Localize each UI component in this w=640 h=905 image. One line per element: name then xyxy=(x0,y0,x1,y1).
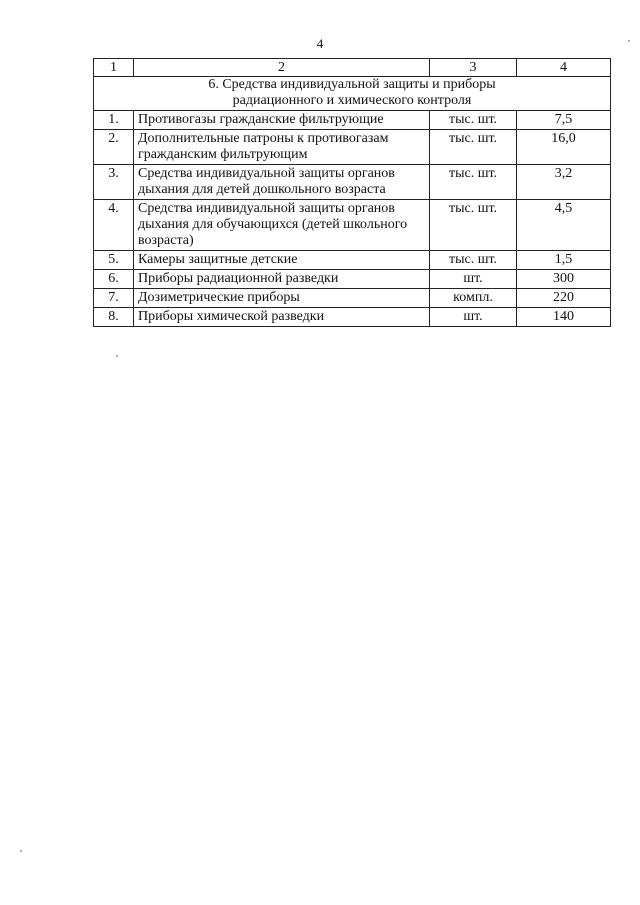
item-unit: шт. xyxy=(430,270,517,289)
table-row xyxy=(94,200,611,251)
item-quantity: 4,5 xyxy=(517,200,611,251)
column-header: 2 xyxy=(134,59,430,77)
column-header: 4 xyxy=(517,59,611,77)
item-name: Приборы химической разведки xyxy=(134,308,430,327)
table-row xyxy=(94,111,611,130)
item-unit: шт. xyxy=(430,308,517,327)
item-name: Дополнительные патроны к противогазам гражданским фильтрующим xyxy=(134,130,430,165)
row-number: 6. xyxy=(94,270,134,289)
row-number: 3. xyxy=(94,165,134,200)
item-quantity: 140 xyxy=(517,308,611,327)
column-header: 1 xyxy=(94,59,134,77)
item-unit: тыс. шт. xyxy=(430,251,517,270)
page-number: 4 xyxy=(316,36,324,51)
item-name: Приборы радиационной разведки xyxy=(134,270,430,289)
item-quantity: 300 xyxy=(517,270,611,289)
section-title xyxy=(94,77,611,111)
row-number: 1. xyxy=(94,111,134,130)
row-number: 5. xyxy=(94,251,134,270)
row-number: 7. xyxy=(94,289,134,308)
scan-speck xyxy=(116,355,118,357)
equipment-table xyxy=(93,58,611,327)
table-row xyxy=(94,270,611,289)
item-unit: тыс. шт. xyxy=(430,165,517,200)
item-unit: тыс. шт. xyxy=(430,111,517,130)
item-quantity: 1,5 xyxy=(517,251,611,270)
item-quantity: 220 xyxy=(517,289,611,308)
row-number: 2. xyxy=(94,130,134,165)
item-name: Камеры защитные детские xyxy=(134,251,430,270)
item-unit: тыс. шт. xyxy=(430,130,517,165)
section-title-line: 6. Средства индивидуальной защиты и приборы xyxy=(208,77,496,92)
item-name: Средства индивидуальной защиты органов дыхания для обучающихся (детей школьного возраста) xyxy=(134,200,430,251)
item-unit: компл. xyxy=(430,289,517,308)
section-title-line: радиационного и химического контроля xyxy=(232,93,472,108)
table-row xyxy=(94,251,611,270)
item-name: Дозиметрические приборы xyxy=(134,289,430,308)
item-name: Противогазы гражданские фильтрующие xyxy=(134,111,430,130)
scan-speck xyxy=(20,850,22,852)
item-quantity: 16,0 xyxy=(517,130,611,165)
table-row xyxy=(94,289,611,308)
row-number: 4. xyxy=(94,200,134,251)
item-quantity: 7,5 xyxy=(517,111,611,130)
item-quantity: 3,2 xyxy=(517,165,611,200)
scan-speck xyxy=(628,40,630,42)
row-number: 8. xyxy=(94,308,134,327)
table-header-row xyxy=(94,59,611,77)
table-row xyxy=(94,308,611,327)
table-row xyxy=(94,130,611,165)
section-title-row xyxy=(94,77,611,111)
column-header: 3 xyxy=(430,59,517,77)
item-unit: тыс. шт. xyxy=(430,200,517,251)
table-row xyxy=(94,165,611,200)
item-name: Средства индивидуальной защиты органов дыхания для детей дошкольного возраста xyxy=(134,165,430,200)
